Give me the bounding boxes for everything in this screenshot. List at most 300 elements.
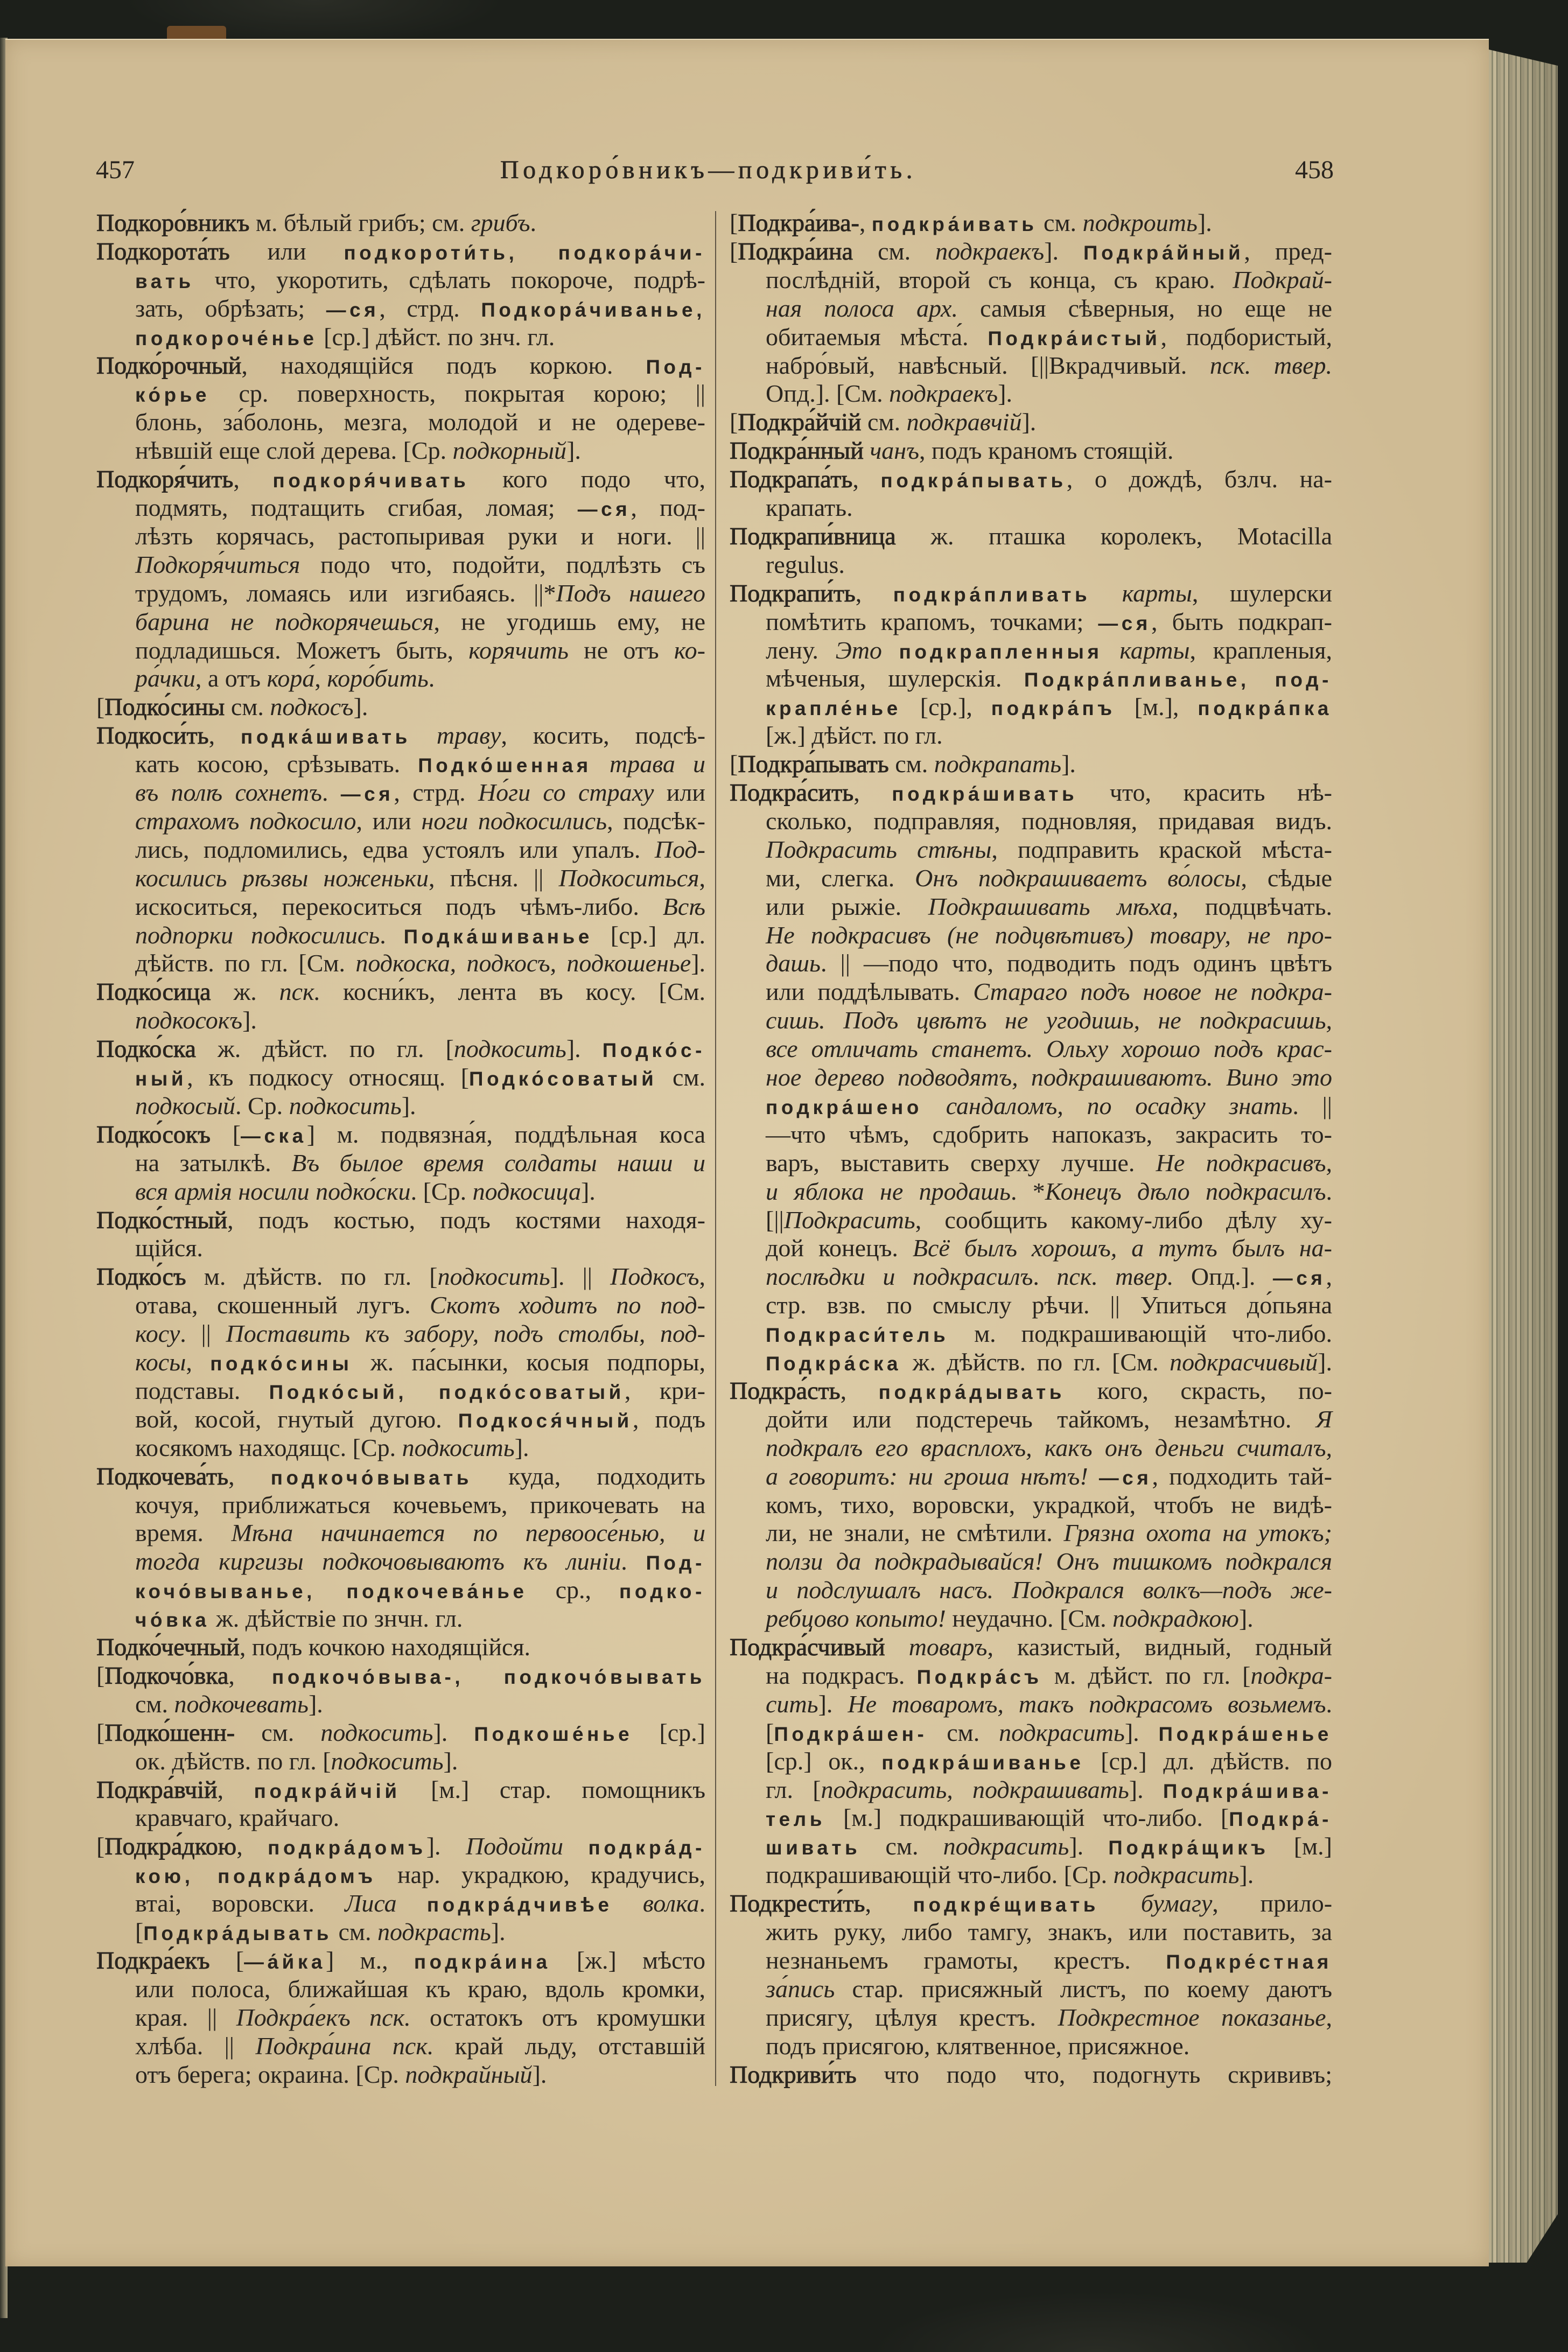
line-content [135, 921, 705, 951]
text [1088, 1462, 1099, 1490]
text: ]. [1239, 1861, 1254, 1889]
page-number-right-text: 458 [1295, 156, 1334, 184]
text: [ [211, 1120, 241, 1148]
italic-text: пск. твер. [1209, 351, 1332, 379]
line-content [135, 1576, 705, 1606]
text: трудомъ, ломаясь или изгибаясь. ||* [135, 579, 556, 607]
dictionary-line [135, 1576, 705, 1605]
line-content [766, 1320, 1332, 1350]
line-content [766, 1918, 1332, 1947]
italic-text: подкрайный [405, 2060, 533, 2088]
line-content [135, 949, 705, 978]
text: м. бѣлый грибъ; см. [249, 209, 471, 236]
dictionary-line [766, 1206, 1332, 1235]
italic-text: подкрасить [943, 1832, 1069, 1860]
text: куда, подходить [472, 1462, 706, 1490]
dictionary-line [766, 551, 1332, 579]
text: , [852, 465, 881, 493]
line-content [766, 1947, 1332, 1977]
italic-text: подкосокъ [135, 1006, 243, 1034]
line-content [135, 522, 705, 551]
text: , [186, 1348, 211, 1376]
line-content [135, 636, 705, 665]
text: ]. [514, 1433, 529, 1461]
line-content [766, 636, 1332, 667]
spaced-bold-term: вать [135, 270, 194, 292]
italic-text: товаръ [908, 1633, 988, 1661]
line-content [96, 978, 705, 1006]
italic-text: подкраекъ [889, 380, 998, 408]
italic-text: подкроить [1082, 209, 1198, 236]
running-head [500, 156, 925, 185]
text: см. [1037, 209, 1083, 236]
text: , [208, 722, 241, 750]
text: . * [1010, 1177, 1045, 1205]
text: или рыжіе. [766, 892, 928, 920]
dictionary-line [766, 1291, 1332, 1320]
spaced-bold-term: подко- [619, 1580, 705, 1603]
text: , [228, 1661, 272, 1689]
text: . [621, 1548, 646, 1576]
line-content [96, 722, 705, 752]
text: , о дождѣ, бзлч. на- [1066, 465, 1332, 493]
text: ]. [818, 1690, 848, 1718]
italic-text: Подкосъ [610, 1263, 699, 1291]
text: [ср.], [901, 693, 991, 721]
line-content [766, 978, 1332, 1006]
spaced-bold-term: Подкра́истый [988, 327, 1161, 349]
italic-text: Подкрасить стѣны [766, 835, 992, 863]
dictionary-line [766, 1434, 1332, 1462]
text: дойти или подстеречь тайкомъ, незамѣтно. [766, 1405, 1316, 1433]
text: , пѣсня. || [429, 864, 559, 892]
italic-text: Поставить къ забору, подъ столбы, под- [226, 1320, 705, 1348]
spaced-bold-term: подка́шивать [241, 726, 411, 748]
italic-text: подкосить [402, 1433, 515, 1461]
spaced-bold-term: Подкра́съ [916, 1665, 1042, 1688]
italic-text: тогда киргизы подкочовываютъ къ линіи [135, 1548, 621, 1576]
text: , быть подкрап- [1151, 607, 1332, 635]
text: ]. [1318, 1348, 1332, 1376]
text: [ср.] дл. дѣйств. по [1084, 1747, 1332, 1775]
entry-start-line [730, 522, 1332, 551]
line-content [135, 380, 705, 410]
text: нѣвшій еще слой дерева. [Ср. [135, 437, 453, 465]
text: , [853, 779, 892, 806]
italic-text: Скотъ ходитъ по под- [430, 1291, 705, 1319]
line-content [135, 1747, 458, 1776]
text [613, 1889, 643, 1917]
line-content [135, 1234, 203, 1263]
text: остатокъ отъ кромушки [410, 2003, 705, 2031]
line-content [730, 209, 1212, 239]
line-content [766, 1006, 1332, 1035]
italic-text: а говоритъ: ни гроша нѣтъ! [766, 1462, 1088, 1490]
dictionary-line [766, 295, 1332, 323]
dictionary-line [766, 1263, 1332, 1291]
line-content [766, 1519, 1332, 1548]
text: подмять, подтащить сгибая, ломая; [135, 494, 578, 521]
italic-text: Всѣ [662, 892, 705, 920]
dictionary-line [766, 380, 1332, 408]
text: [ [730, 408, 738, 436]
italic-text: за́пись [766, 1975, 835, 2003]
headword: Подко́чечный [96, 1633, 240, 1661]
line-content [766, 864, 1332, 893]
dictionary-line [135, 1149, 705, 1178]
text: крапать. [766, 494, 853, 521]
dictionary-line [135, 2061, 705, 2089]
italic-text: Не товаромъ, такъ подкрасомъ возьмемъ [848, 1690, 1326, 1718]
text: , [1326, 1263, 1333, 1291]
text: , [855, 579, 893, 607]
headword: Подко́ска [96, 1035, 196, 1063]
spaced-bold-term: Подкра́шенье [1158, 1723, 1333, 1745]
dictionary-line [135, 1491, 705, 1520]
line-content [135, 1405, 705, 1436]
line-content [135, 1291, 705, 1320]
line-content [96, 1633, 530, 1662]
text: ли, не знали, не смѣтили. [766, 1519, 1064, 1547]
text [351, 2004, 369, 2031]
italic-text: подкорный [452, 437, 567, 465]
entry-start-line [96, 1121, 705, 1149]
text: . [380, 921, 404, 949]
text: см. [927, 1718, 999, 1746]
line-content [135, 1690, 323, 1719]
text: ]. [998, 380, 1012, 408]
text: кравчаго, крайчаго. [135, 1804, 340, 1832]
text [372, 2032, 393, 2060]
dictionary-line [135, 1918, 705, 1947]
italic-text: карты [1122, 579, 1192, 607]
dictionary-line [135, 1889, 705, 1918]
text: ж. [211, 978, 279, 1006]
italic-text: карты [1119, 636, 1190, 664]
italic-text: и яблока не продашь [766, 1177, 1011, 1205]
headword: Подкриви́ть [730, 2060, 857, 2088]
headword: Подко́сокъ [96, 1120, 211, 1148]
line-content [766, 1462, 1332, 1493]
text: , къ подкосу относящ. [ [187, 1063, 470, 1091]
line-content [766, 1206, 1332, 1235]
spaced-bold-term: Подкоше́нье [474, 1723, 633, 1745]
line-content [96, 693, 368, 722]
text: м. дѣйств. по гл. [ [186, 1263, 438, 1291]
text: см. [853, 237, 936, 265]
text: [ж.] мѣсто [550, 1946, 705, 1974]
line-content [135, 1804, 339, 1832]
text: . [1326, 1690, 1332, 1718]
entry-start-line [730, 1377, 1332, 1405]
text: комъ, тихо, воровски, украдкой, чтобъ не видѣ- [766, 1490, 1332, 1518]
dictionary-line [135, 1519, 705, 1548]
dictionary-line [766, 664, 1332, 693]
entry-start-line [96, 465, 705, 494]
line-content [766, 323, 1332, 353]
text [592, 750, 610, 778]
line-content [766, 693, 1332, 723]
headword: Подкра́екъ [96, 1946, 210, 1974]
text: , подцвѣчать. [1172, 892, 1332, 920]
dictionary-line [135, 1092, 705, 1121]
text: . Ср. [235, 1091, 289, 1119]
text: , [217, 1775, 254, 1803]
headword: Подкочева́ть [96, 1462, 229, 1490]
headword: Подкра́вчій [96, 1775, 218, 1803]
text: см. [235, 1718, 321, 1746]
entry-start-line [730, 465, 1332, 494]
line-content [135, 494, 705, 524]
italic-text: подкосить [331, 1747, 444, 1775]
spaced-bold-term: подкра́пка [1198, 697, 1332, 720]
line-content [766, 722, 943, 750]
text [411, 722, 437, 749]
line-content [135, 1548, 705, 1578]
text: [ [730, 209, 738, 236]
text: ми, слегка. [766, 864, 915, 892]
line-content [135, 750, 705, 780]
italic-text: Подкрестное показанье [1058, 2003, 1326, 2031]
entry-start-line [96, 1776, 705, 1804]
text: кочуя, приближаться кочевьемъ, прикочевать на [135, 1490, 705, 1518]
line-content [730, 779, 1332, 809]
line-content [135, 2032, 705, 2061]
spaced-bold-term: подкороче́нье [135, 327, 318, 349]
dictionary-line [766, 352, 1332, 380]
headword: Подкра́йчій [738, 408, 862, 436]
text: ]. || [550, 1263, 611, 1291]
italic-text: подкосица [472, 1177, 581, 1205]
text: ок. дѣйств. по гл. [ [135, 1747, 331, 1775]
text: сколько, подправляя, подновляя, придавая видъ. [766, 807, 1332, 835]
text: , или [356, 807, 422, 835]
text: кого, скрасть, по- [1065, 1376, 1332, 1404]
italic-text: подкосить [320, 1718, 433, 1746]
text: край льду, отставшій [433, 2032, 706, 2060]
text: что, укоротить, сдѣлать покороче, подрѣ- [194, 265, 705, 293]
italic-text: Подкрашивать мѣха [928, 892, 1172, 920]
dictionary-line [766, 1605, 1332, 1633]
entry-start-line [96, 1462, 705, 1491]
line-content [730, 465, 1332, 495]
spaced-bold-term: подко́сины [210, 1353, 353, 1375]
text: м. дѣйст. по гл. [ [1042, 1661, 1251, 1689]
line-content [766, 1690, 1332, 1719]
text: , косить, подсѣ- [501, 722, 706, 750]
text: искоситься, перекоситься подъ чѣмъ-либо. [135, 892, 663, 920]
spaced-bold-term: подкороти́ть, подкора́чи- [344, 241, 705, 264]
line-content [96, 1719, 705, 1749]
italic-text: волка [642, 1889, 699, 1917]
italic-text: все отличать станетъ. Ольху хорошо подъ крас- [766, 1035, 1332, 1063]
text: ж. па́сынки, косыя подпоры, [352, 1348, 705, 1376]
line-content [96, 1462, 705, 1493]
line-content [730, 437, 1173, 465]
line-content [135, 551, 705, 579]
line-content [730, 1889, 1332, 1920]
spaced-bold-term: тель [766, 1808, 825, 1831]
page-number-right [1295, 156, 1334, 185]
line-content [135, 408, 705, 437]
text: см. [861, 408, 907, 436]
background-object [167, 26, 226, 39]
text: [ср.] ок., [766, 1747, 882, 1775]
italic-text: ная полоса [766, 294, 894, 322]
headword: Подкра́пывать [738, 750, 889, 778]
italic-text: Всё былъ хорошъ, а тутъ былъ на- [912, 1234, 1332, 1262]
line-content [766, 1434, 1332, 1462]
spaced-bold-term: Подкра́шен- [774, 1723, 928, 1745]
line-content [96, 209, 536, 237]
dictionary-line [766, 1776, 1332, 1804]
line-content [135, 295, 705, 325]
italic-text: ра́чки [135, 664, 195, 692]
line-content [766, 1832, 1332, 1863]
text: , а отъ [195, 664, 267, 692]
text: , прило- [1212, 1889, 1333, 1917]
text: ]. [443, 1747, 458, 1775]
line-content [766, 1491, 1332, 1520]
dictionary-line [766, 1149, 1332, 1178]
line-content [766, 266, 1332, 295]
line-content [766, 1548, 1332, 1576]
italic-text: грибъ [471, 209, 530, 236]
headword: Подкрапи́ть [730, 579, 856, 607]
entry-start-line [730, 437, 1332, 465]
italic-text: Это [835, 636, 882, 664]
text: ]. [1021, 408, 1037, 436]
line-content [766, 1747, 1332, 1777]
entry-start-line [96, 1832, 705, 1861]
italic-text: въ полѣ сохнетъ [135, 779, 322, 806]
dictionary-line [135, 893, 705, 921]
text: что, красить нѣ- [1077, 779, 1332, 806]
text: [|| [766, 1206, 784, 1234]
dictionary-line [135, 437, 705, 465]
dictionary-line [135, 266, 705, 295]
text [1090, 579, 1122, 607]
dictionary-line [135, 1178, 705, 1206]
entry-start-line [730, 2061, 1332, 2089]
text: стр. взв. по смыслу рѣчи. || Упиться до́пьяна [766, 1291, 1332, 1319]
headword: Подкорота́ть [96, 237, 230, 265]
italic-text: послѣдки и подкрасилъ [766, 1263, 1033, 1291]
line-content [766, 921, 1332, 950]
line-content [135, 1092, 416, 1121]
line-content [766, 1234, 1332, 1263]
line-content [96, 237, 705, 268]
italic-text: сить [766, 1690, 818, 1718]
line-content [766, 836, 1332, 864]
dictionary-line [766, 1832, 1332, 1861]
line-content [135, 864, 705, 893]
dictionary-line [135, 949, 705, 978]
line-content [766, 893, 1332, 921]
text: , [699, 1263, 705, 1291]
italic-text: Не подкрасивъ (не подцвѣтивъ) товару, не про- [766, 921, 1332, 949]
line-content [766, 1405, 1332, 1434]
text: гл. [ [766, 1775, 821, 1803]
line-content [96, 1263, 705, 1291]
italic-text: Под- [654, 835, 705, 863]
entry-start-line [730, 779, 1332, 807]
entry-start-line [730, 209, 1332, 237]
italic-text: подкраекъ [935, 237, 1045, 265]
italic-text: Подъ нашего [556, 579, 705, 607]
italic-text: Грязна охота на утокъ; [1063, 1519, 1333, 1547]
dictionary-line [766, 1121, 1332, 1149]
line-content [135, 779, 705, 809]
line-content [135, 323, 555, 353]
text: отъ берега; окраина. [Ср. [135, 2060, 405, 2088]
text: ср., [527, 1576, 620, 1604]
text: , подсѣк- [607, 807, 705, 835]
italic-text: сандаломъ, по осадку знать [946, 1091, 1293, 1119]
entry-start-line [730, 750, 1332, 779]
dictionary-line [135, 1434, 705, 1462]
line-content [135, 579, 705, 608]
dictionary-line [766, 836, 1332, 864]
line-content [96, 465, 705, 495]
italic-text: Подкрасить [783, 1206, 915, 1234]
entry-start-line [96, 1719, 705, 1747]
spaced-bold-term: подкра́ивать [871, 213, 1038, 235]
line-content [135, 1889, 705, 1920]
spaced-bold-term: ный [135, 1068, 187, 1090]
text: кать косою, срѣзывать. [135, 750, 418, 778]
line-content [766, 807, 1332, 836]
headword: Подкочо́вка [104, 1661, 229, 1689]
spaced-bold-term: подкра́дывать [878, 1381, 1066, 1403]
italic-text: подкосый [135, 1091, 235, 1119]
italic-text: подкра- [1250, 1661, 1332, 1689]
line-content [766, 1662, 1332, 1692]
text: подладишься. Можетъ быть, [135, 636, 469, 664]
text: [ [96, 693, 105, 721]
line-content [766, 295, 1332, 323]
line-content [96, 1121, 705, 1151]
italic-text: ко- [674, 636, 705, 664]
text: см. [888, 750, 934, 778]
line-content [766, 1035, 1332, 1063]
italic-text: Подкрай- [1233, 265, 1332, 293]
dictionary-line [766, 1092, 1332, 1121]
spaced-bold-term: подкра́пливать [893, 583, 1091, 606]
italic-text: подкосъ [270, 693, 354, 721]
italic-text: корячить [468, 636, 569, 664]
dictionary-line [766, 893, 1332, 921]
italic-text: подкрасить, подкрашивать [821, 1775, 1129, 1803]
running-head-text: Подкоро́вникъ—подкриви́ть. [500, 156, 917, 184]
dictionary-line [135, 1063, 705, 1092]
text: ср. поверхность, покрытая корою; || [210, 380, 705, 408]
line-content [135, 437, 581, 465]
dictionary-line [766, 1918, 1332, 1947]
text: варъ, выставить сверху лучше. [766, 1149, 1156, 1177]
spaced-bold-term: Подкре́стная [1166, 1950, 1332, 1973]
spaced-bold-term: Подко́сый, подко́соватый [269, 1381, 625, 1403]
text: . [Ср. [410, 1177, 473, 1205]
spaced-bold-term: подкочо́вывать [270, 1466, 472, 1489]
text [1099, 1889, 1141, 1917]
text: [ [96, 1832, 105, 1860]
text: . || —подо что, подводить подъ одинъ цвѣтъ [820, 949, 1332, 977]
entry-start-line [96, 1662, 705, 1690]
line-content [135, 1861, 705, 1891]
entry-start-line [96, 352, 705, 380]
dictionary-line [766, 1462, 1332, 1491]
